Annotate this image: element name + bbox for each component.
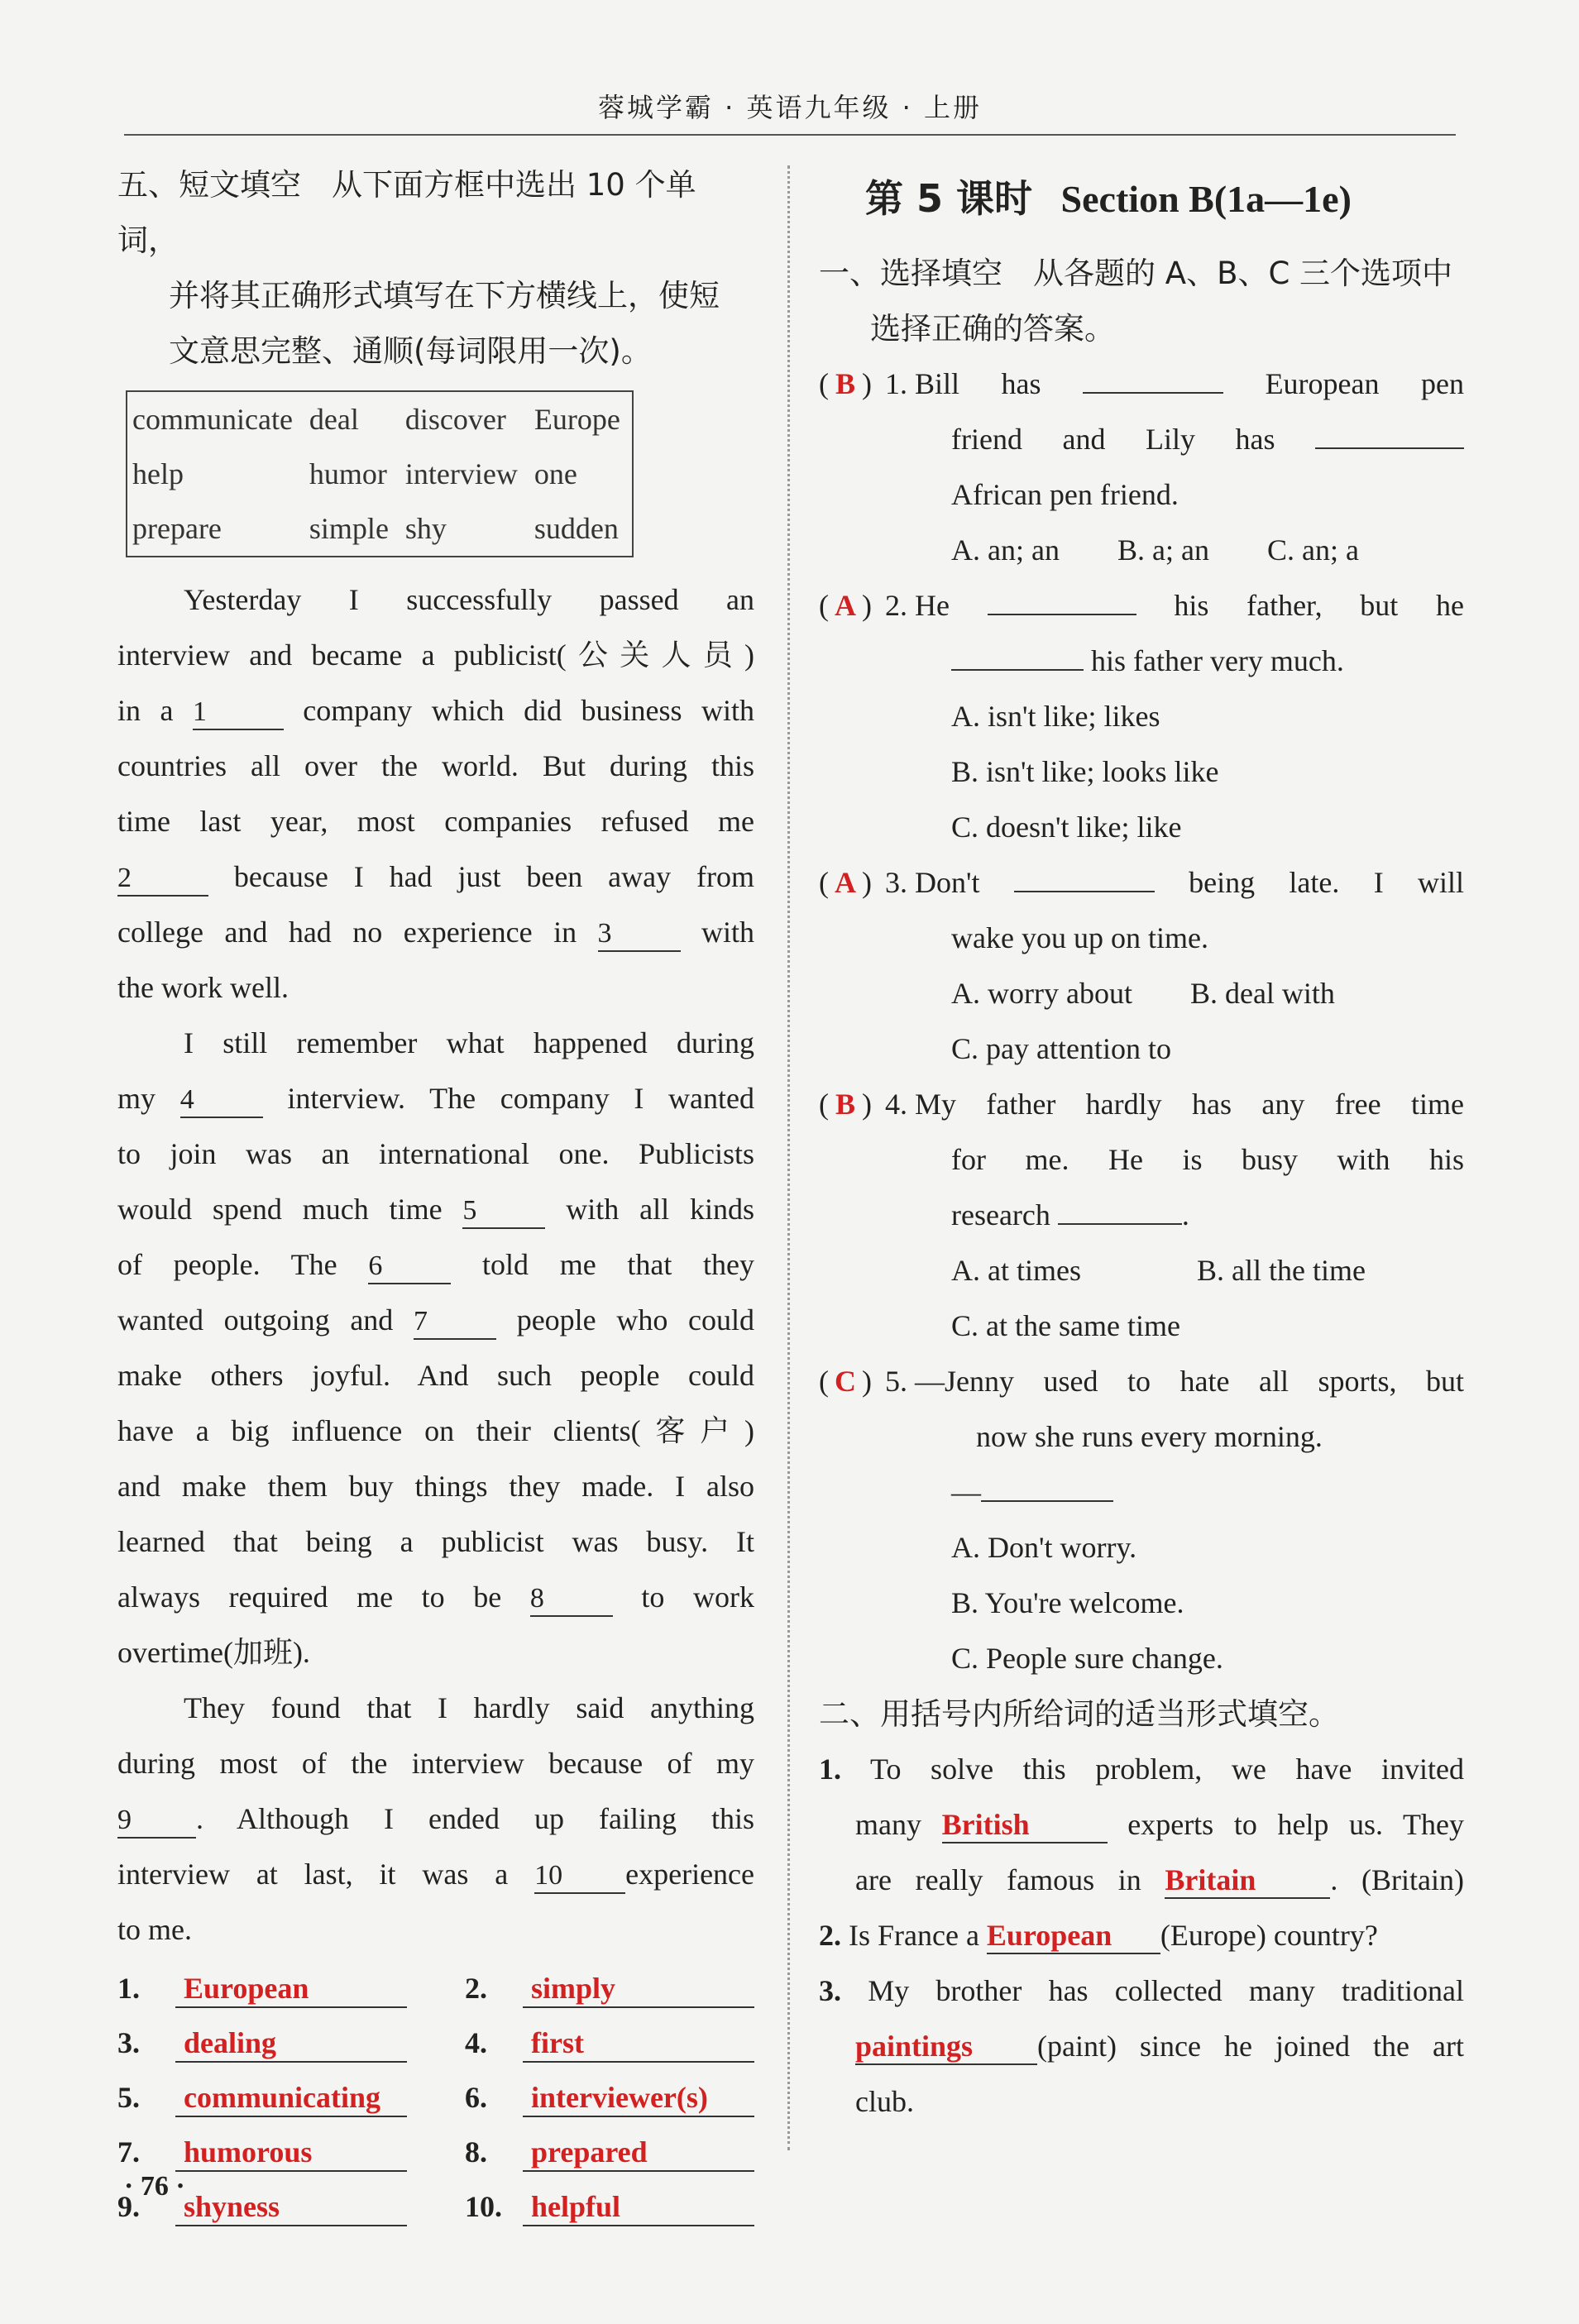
option: A. Don't worry. xyxy=(951,1531,1137,1564)
blank xyxy=(1058,1223,1182,1225)
answer-value: humorous xyxy=(175,2134,407,2172)
option: C. pay attention to xyxy=(951,1032,1171,1065)
fill-item-2: 2. Is France a European (Europe) country? xyxy=(819,1908,1464,1963)
option: A. isn't like; likes xyxy=(951,700,1160,733)
blank xyxy=(1014,891,1155,892)
answer-item: 6. interviewer(s) xyxy=(465,2073,754,2121)
answer-item: 3. dealing xyxy=(117,2019,465,2067)
blank-5: 5 xyxy=(462,1194,545,1229)
word: one xyxy=(534,457,577,490)
answer-value: first xyxy=(523,2025,754,2063)
answer-value: European xyxy=(175,1970,407,2008)
answer-choice: B xyxy=(835,1088,855,1121)
part-one-heading xyxy=(819,246,1464,356)
answer-item: 7. humorous xyxy=(117,2128,465,2176)
word: humor xyxy=(309,457,387,490)
option: C. at the same time xyxy=(951,1309,1180,1342)
option: C. doesn't like; like xyxy=(951,811,1182,844)
part-one-title: 一、选择填空 从各题的 A、B、C 三个选项中 xyxy=(819,256,1453,291)
question-line: for me. He is busy with his xyxy=(951,1143,1464,1176)
passage-line: wanted outgoing and 7 people who could xyxy=(117,1293,754,1348)
passage-line: interview and became a publicist(公关人员) xyxy=(117,638,754,672)
answer-value: dealing xyxy=(175,2025,407,2063)
word: prepare xyxy=(132,512,222,545)
passage-line: Yesterday I successfully passed an xyxy=(184,583,754,616)
option: B. isn't like; looks like xyxy=(951,755,1219,788)
blank-3: 3 xyxy=(598,917,681,952)
passage-line: and make them buy things they made. I also xyxy=(117,1470,754,1503)
question-line: now she runs every morning. xyxy=(976,1420,1323,1453)
blank-10: 10 xyxy=(534,1859,625,1894)
blank-2: 2 xyxy=(117,862,208,897)
passage-line: have a big influence on their clients(客户) xyxy=(117,1414,754,1447)
option: B. You're welcome. xyxy=(951,1586,1184,1619)
word-row xyxy=(127,501,633,557)
answer-item: 10. helpful xyxy=(465,2183,754,2231)
blank xyxy=(981,1500,1113,1502)
page-header: 蓉城学霸 · 英语九年级 · 上册 xyxy=(124,83,1456,136)
word: discover xyxy=(404,403,506,436)
section-five-line2: 并将其正确形式填写在下方横线上，使短 xyxy=(169,278,720,313)
part-one-line2: 选择正确的答案。 xyxy=(870,311,1115,347)
section-five-heading xyxy=(117,157,754,379)
passage-line: overtime(加班). xyxy=(117,1636,310,1669)
word: sudden xyxy=(534,512,619,545)
word-box xyxy=(126,390,634,557)
passage-paragraph-2 xyxy=(117,1016,754,1681)
answer-choice: B xyxy=(835,367,855,400)
blank-7: 7 xyxy=(414,1305,496,1340)
answer-choice: C xyxy=(835,1365,856,1398)
blank-9: 9 xyxy=(117,1804,196,1839)
right-column xyxy=(819,157,1464,2130)
section-five-title: 五、短文填空 从下面方框中选出 10 个单词， xyxy=(117,167,696,258)
lesson-title xyxy=(865,165,1464,232)
question-line: African pen friend. xyxy=(951,478,1179,511)
answer-choice: A xyxy=(835,589,856,622)
lesson-number: 第 5 课时 xyxy=(865,176,1033,221)
section-five-line3: 文意思完整、通顺(每词限用一次)。 xyxy=(169,333,652,369)
word: simple xyxy=(309,512,389,545)
answer-value: prepared xyxy=(523,2134,754,2172)
word: deal xyxy=(309,403,359,436)
options: A. an; an B. a; an C. an; a xyxy=(951,533,1359,567)
blank xyxy=(988,614,1136,615)
word: shy xyxy=(404,512,447,545)
passage-line: in a 1 company which did business with xyxy=(117,683,754,739)
passage-line: learned that being a publicist was busy. It xyxy=(117,1525,754,1558)
answer-value: simply xyxy=(523,1970,754,2008)
passage-line: to join was an international one. Publicists xyxy=(117,1137,754,1170)
blank-8: 8 xyxy=(530,1582,613,1617)
fill-item-1: 1. To solve this problem, we have invited many British experts to help us. They are really famous in Britain . (Britain) xyxy=(819,1742,1464,1908)
word-row xyxy=(127,391,633,447)
passage-line: time last year, most companies refused me xyxy=(117,805,754,838)
left-column xyxy=(117,157,754,2231)
blank-4: 4 xyxy=(180,1083,263,1118)
answer-item: 5. communicating xyxy=(117,2073,465,2121)
answer-item: 4. first xyxy=(465,2019,754,2067)
blank xyxy=(1315,447,1464,449)
answer-item: 2. simply xyxy=(465,1964,754,2012)
passage-paragraph-1 xyxy=(117,572,754,1016)
passage-line: the work well. xyxy=(117,971,289,1004)
question-4: ( B ) 4. My father hardly has any free time for me. He is busy with his research . A. at times B. all the time C. at the same time xyxy=(819,1077,1464,1354)
passage-line: always required me to be 8 to work xyxy=(117,1570,754,1625)
question-2: ( A ) 2. He his father, but he his father very much. A. isn't like; likes B. isn't like; looks like C. doesn't like; like xyxy=(819,578,1464,855)
fill-item-3: 3. My brother has collected many traditional paintings (paint) since he joined the art club. xyxy=(819,1974,1465,2118)
page-number: · 76 · xyxy=(124,2171,185,2202)
blank-6: 6 xyxy=(368,1250,451,1284)
answer-choice: A xyxy=(835,866,856,899)
options: A. worry about B. deal with xyxy=(951,977,1335,1010)
question-1: ( B ) 1. Bill has European pen friend and Lily has African pen friend. A. an; an B. a; an C. an; a xyxy=(819,356,1464,578)
answer-value: interviewer(s) xyxy=(523,2079,754,2117)
blank-1: 1 xyxy=(193,696,284,730)
part-two-heading: 二、用括号内所给词的适当形式填空。 xyxy=(819,1696,1339,1732)
word: Europe xyxy=(534,403,620,436)
question-3: ( A ) 3. Don't being late. I will wake you up on time. A. worry about B. deal with C. pay attention to xyxy=(819,855,1464,1077)
options: A. at times B. all the time xyxy=(951,1254,1366,1287)
passage-paragraph-3 xyxy=(117,1681,754,1958)
passage-line: during most of the interview because of my xyxy=(117,1747,754,1780)
answer-item: 1. European xyxy=(117,1964,465,2012)
passage-line: interview at last, it was a 10 experience xyxy=(117,1847,754,1902)
option: C. People sure change. xyxy=(951,1642,1223,1675)
answer-list xyxy=(117,1964,754,2231)
answer-item: 8. prepared xyxy=(465,2128,754,2176)
passage-line: of people. The 6 told me that they xyxy=(117,1237,754,1293)
passage-line: my 4 interview. The company I wanted xyxy=(117,1071,754,1126)
blank xyxy=(1083,392,1223,394)
fill-answer: Britain xyxy=(1165,1863,1330,1899)
question-5: ( C ) 5. —Jenny used to hate all sports, but now she runs every morning. — A. Don't worry. B. You're welcome. C. People sure change. xyxy=(819,1354,1464,1686)
passage-line: would spend much time 5 with all kinds xyxy=(117,1182,754,1237)
column-divider xyxy=(787,165,790,2150)
answer-value: shyness xyxy=(175,2188,407,2226)
passage-line: countries all over the world. But during this xyxy=(117,749,754,782)
passage-line: 2 because I had just been away from xyxy=(117,849,754,905)
word: help xyxy=(132,457,184,490)
fill-answer: European xyxy=(987,1918,1160,1954)
passage-line: They found that I hardly said anything xyxy=(184,1691,754,1724)
blank xyxy=(951,669,1084,671)
answer-value: helpful xyxy=(523,2188,754,2226)
question-line: wake you up on time. xyxy=(951,921,1208,954)
passage-line: make others joyful. And such people could xyxy=(117,1359,754,1392)
passage-line: to me. xyxy=(117,1913,192,1946)
answer-item: 9. shyness xyxy=(117,2183,465,2231)
word-row xyxy=(127,447,633,501)
passage-line: college and had no experience in 3 with xyxy=(117,905,754,960)
word: interview xyxy=(404,457,518,490)
answer-value: communicating xyxy=(175,2079,407,2117)
fill-answer: British xyxy=(942,1807,1108,1843)
passage-line: 9 . Although I ended up failing this xyxy=(117,1791,754,1847)
passage-line: I still remember what happened during xyxy=(184,1026,754,1059)
fill-answer: paintings xyxy=(855,2029,1037,2065)
word: communicate xyxy=(132,403,293,436)
lesson-section: Section B(1a—1e) xyxy=(1060,178,1352,220)
